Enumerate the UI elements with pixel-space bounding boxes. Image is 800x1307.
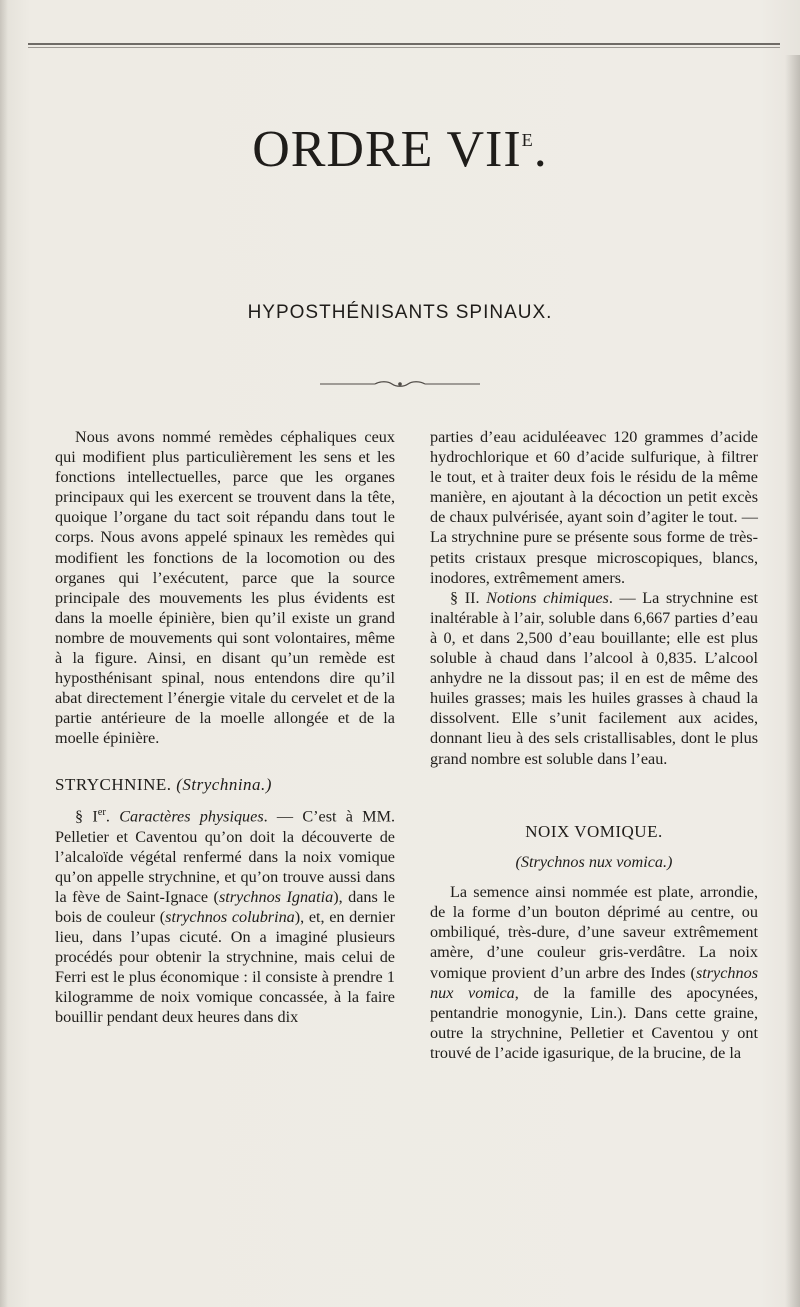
strychnine-text-2: ), dans le bois de couleur ( xyxy=(55,887,395,926)
chapter-title: ORDRE $VII^E$. xyxy=(252,121,548,178)
right-column-noix-vomique xyxy=(430,822,758,1063)
left-column-intro xyxy=(55,427,395,749)
strychnine-title-text: STRYCHNINE. xyxy=(55,775,172,794)
left-column-strychnine xyxy=(55,775,395,1028)
chapter-subtitle: HYPOSTHÉNISANTS SPINAUX. xyxy=(247,302,553,323)
strychnine-paragraph: § Ier. Caractères physiques. — C’est à MM. Pelletier et Caventou qu’on doit la découverte de l’alcaloïde végétal renfermé dans la noix vomique qu’on appelle strychnine, et qu’on trouve aussi dans la fève de Saint-Ignace (strychnos Ignatia), dans le bois de couleur (strychnos colubrina), et, en dernier lieu, dans l’upas cicuté. On a imaginé plusieurs procédés pour obtenir la strychnine, mais celui de Ferri est le plus économique : il consiste à prendre 1 kilogramme de noix vomique concassée, à la faire bouillir pendant deux heures dans dix xyxy=(55,807,396,1027)
section-text: . — La strychnine est inaltérable à l’air, soluble dans 6,667 parties d’eau à 0, et dans 2,500 d’eau bouillante; elle est plus soluble à chaud dans l’alcool à 0,835. L’alcool anhydre ne la dissout pas; il en est de même des huiles grasses; mais les huiles grasses à chaud la dissolvent. Elle s’unit facilement aux acides, donnant lieu à des sels cristallisables, dont le plus grand nombre est soluble dans l’eau. xyxy=(430,588,759,768)
section-heading-italic: Notions chimiques xyxy=(486,588,609,607)
strychnine-section-label: § I xyxy=(75,807,98,826)
strychnine-title xyxy=(55,775,395,795)
noix-vomique-paragraph xyxy=(430,882,758,1063)
page-right-edge xyxy=(785,55,800,1307)
noix-vomique-latin: (Strychnos nux vomica.) xyxy=(515,853,673,872)
noix-vomique-italic: strychnos nux vomica xyxy=(430,963,758,1002)
strychnine-text-1: . — C’est à MM. Pelletier et Caventou qu’on doit la découverte de l’alcaloïde végétal renfermé dans la noix vomique qu’on appelle strychnine, et qu’on trouve aussi dans la fève de Saint-Ignace ( xyxy=(55,807,396,906)
section-label: § II. xyxy=(450,588,487,607)
noix-vomique-title: NOIX VOMIQUE. xyxy=(525,822,663,841)
strychnine-title-latin: (Strychnina.) xyxy=(176,775,272,794)
strychnine-text-3: ), et, en dernier lieu, dans l’upas cicuté. On a imaginé plusieurs procédés pour obtenir la strychnine, mais celui de Ferri est le plus économique : il consiste à prendre 1 kilogramme de noix vomique concassée, à la faire bouillir pendant deux heures dans dix xyxy=(55,907,395,1027)
page-gutter-shadow xyxy=(0,0,8,1307)
ornament-divider xyxy=(320,380,480,388)
right-column-preparation xyxy=(430,427,758,769)
noix-vomique-text-1: La semence ainsi nommée est plate, arrondie, de la forme d’un bouton déprimé au centre, ou ombiliqué, très-dure, d’une saveur extrêmement amère, d’une couleur gris-verdâtre. La noix vomique provient d’un arbre des Indes ( xyxy=(430,883,758,982)
strychnine-italic-2: strychnos Ignatia xyxy=(218,887,334,906)
top-rule-thin xyxy=(28,47,780,48)
intro-paragraph: Nous avons nommé remèdes céphaliques ceux qui modifient plus particulièrement les sens et les fonctions intellectuelles, parce que les organes principaux qui les exercent se trouvent dans la tête, quoique l’organe du tact soit répandu dans tout le corps. Nous avons appelé spinaux les remèdes qui modifient les fonctions de la locomotion ou des organes qui l’exécutent, parce que la source principale des mouvements les plus évidents est dans la moelle épinière, bien qu’il existe un grand nombre de mouvements qui sont volontaires, même à la figure. Ainsi, en disant qu’un remède est hyposthénisant spinal, nous entendons dire qu’il abat directement l’énergie vitale du cervelet et de la partie antérieure de la moelle allongée et de la moelle épinière. xyxy=(55,428,395,748)
chapter-title-superscript: E xyxy=(521,129,534,150)
strychnine-section-sup: er xyxy=(97,807,106,819)
chapter-title-text: ORDRE VII xyxy=(252,121,522,178)
strychnine-heading xyxy=(55,775,395,795)
preparation-paragraph: parties d’eau aciduléeavec 120 grammes d’acide hydrochlorique et 60 d’acide sulfurique, à filtrer le tout, et à traiter deux fois le résidu de la même manière, en ajoutant à la décoction un petit excès de chaux pulvérisée, ayant soin d’agiter le tout. — La strychnine pure se présente sous forme de très-petits cristaux presque microscopiques, blancs, inodores, extrêmement amers. xyxy=(430,428,758,587)
strychnine-italic-3: strychnos colubrina xyxy=(165,907,295,926)
chemistry-paragraph xyxy=(430,588,758,769)
strychnine-section-heading: Caractères physiques xyxy=(119,807,264,826)
top-rule xyxy=(28,43,780,45)
noix-vomique-text-2: , de la famille des apocynées, pentandrie monogynie, Lin.). Dans cette graine, outre la strychnine, Pelletier et Caventou y ont trouvé de l’acide igasurique, de la brucine, de la xyxy=(430,983,758,1062)
